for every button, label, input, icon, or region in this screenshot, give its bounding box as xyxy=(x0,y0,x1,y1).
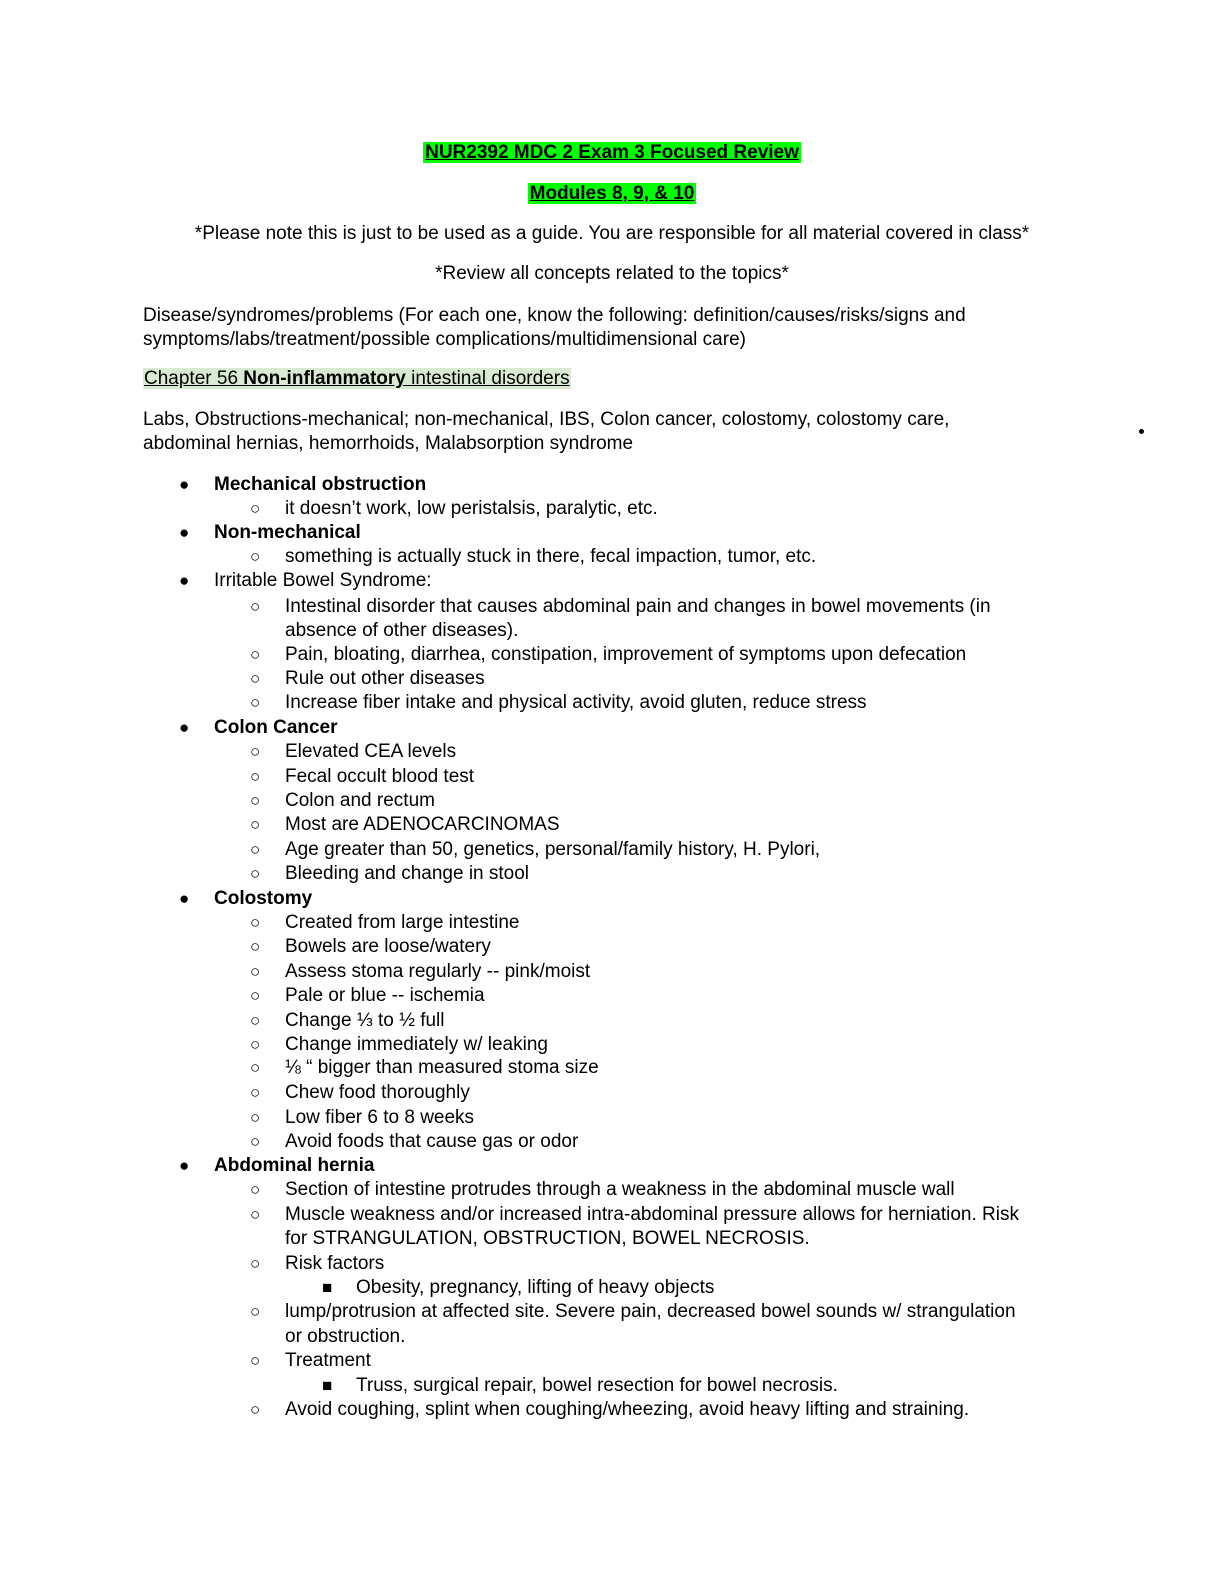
outline-item: Obesity, pregnancy, lifting of heavy objects xyxy=(356,1277,715,1298)
outline-item: Low fiber 6 to 8 weeks xyxy=(285,1107,475,1128)
outline-item: lump/protrusion at affected site. Severe pain, decreased bowel sounds w/ strangulation xyxy=(285,1301,1016,1322)
outline-item: Fecal occult blood test xyxy=(285,766,475,787)
bullet-level-2: ○ xyxy=(250,962,261,981)
bullet-level-2: ○ xyxy=(250,937,261,956)
bullet-level-2: ○ xyxy=(250,913,261,932)
stray-dot-mark xyxy=(1139,429,1144,434)
chapter-bold: Non-inflammatory xyxy=(243,368,406,389)
intro-line-1: Disease/syndromes/problems (For each one, know the following: definition/causes/risks/signs and xyxy=(143,305,966,326)
outline-item: Change ⅓ to ½ full xyxy=(285,1010,445,1031)
bullet-level-2: ○ xyxy=(250,986,261,1005)
review-note: *Review all concepts related to the topics* xyxy=(435,263,789,284)
bullet-level-2: ○ xyxy=(250,1254,261,1273)
outline-item: Section of intestine protrudes through a weakness in the abdominal muscle wall xyxy=(285,1179,955,1200)
outline-item: Created from large intestine xyxy=(285,912,520,933)
bullet-level-3: ■ xyxy=(322,1376,333,1395)
outline-item: Truss, surgical repair, bowel resection for bowel necrosis. xyxy=(356,1375,838,1396)
outline-item: absence of other diseases). xyxy=(285,620,519,641)
bullet-level-1: ● xyxy=(179,571,190,590)
outline-item: Muscle weakness and/or increased intra-abdominal pressure allows for herniation. Risk xyxy=(285,1204,1019,1225)
chapter-link[interactable] xyxy=(143,368,571,389)
bullet-level-2: ○ xyxy=(250,1011,261,1030)
bullet-level-2: ○ xyxy=(250,864,261,883)
bullet-level-2: ○ xyxy=(250,597,261,616)
bullet-level-2: ○ xyxy=(250,1035,261,1054)
bullet-level-2: ○ xyxy=(250,693,261,712)
chapter-prefix: Chapter 56 xyxy=(144,368,244,389)
chapter-suffix: intestinal disorders xyxy=(405,368,570,389)
bullet-level-2: ○ xyxy=(250,645,261,664)
intro-line-2: symptoms/labs/treatment/possible complications/multidimensional care) xyxy=(143,329,746,350)
outline-item: Most are ADENOCARCINOMAS xyxy=(285,814,560,835)
bullet-level-1: ● xyxy=(179,1156,190,1175)
bullet-level-2: ○ xyxy=(250,499,261,518)
bullet-level-2: ○ xyxy=(250,547,261,566)
bullet-level-2: ○ xyxy=(250,1058,261,1077)
outline-heading: Colostomy xyxy=(214,888,313,909)
outline-item: Chew food thoroughly xyxy=(285,1082,470,1103)
outline-item: Age greater than 50, genetics, personal/family history, H. Pylori, xyxy=(285,839,821,860)
outline-item: Colon and rectum xyxy=(285,790,435,811)
bullet-level-2: ○ xyxy=(250,669,261,688)
bullet-level-2: ○ xyxy=(250,1132,261,1151)
bullet-level-1: ● xyxy=(179,523,190,542)
outline-item: Treatment xyxy=(285,1350,371,1371)
bullet-level-2: ○ xyxy=(250,1083,261,1102)
topics-line-1: Labs, Obstructions-mechanical; non-mechanical, IBS, Colon cancer, colostomy, colostomy care, xyxy=(143,409,950,430)
bullet-level-2: ○ xyxy=(250,1180,261,1199)
outline-item: ⅛ “ bigger than measured stoma size xyxy=(285,1057,599,1078)
bullet-level-2: ○ xyxy=(250,1400,261,1419)
outline-heading: Colon Cancer xyxy=(214,717,338,738)
outline-heading: Abdominal hernia xyxy=(214,1155,375,1176)
bullet-level-2: ○ xyxy=(250,767,261,786)
outline-item: something is actually stuck in there, fecal impaction, tumor, etc. xyxy=(285,546,817,567)
bullet-level-1: ● xyxy=(179,889,190,908)
outline-item: Bowels are loose/watery xyxy=(285,936,491,957)
outline-heading: Mechanical obstruction xyxy=(214,474,427,495)
outline-heading: Non-mechanical xyxy=(214,522,361,543)
guide-note: *Please note this is just to be used as a guide. You are responsible for all material covered in class* xyxy=(194,223,1030,244)
outline-item: Avoid foods that cause gas or odor xyxy=(285,1131,579,1152)
bullet-level-2: ○ xyxy=(250,815,261,834)
title-line xyxy=(0,141,1224,165)
bullet-level-3: ■ xyxy=(322,1278,333,1297)
outline-item: Avoid coughing, splint when coughing/wheezing, avoid heavy lifting and straining. xyxy=(285,1399,970,1420)
bullet-level-2: ○ xyxy=(250,742,261,761)
bullet-level-2: ○ xyxy=(250,791,261,810)
outline-item: Increase fiber intake and physical activity, avoid gluten, reduce stress xyxy=(285,692,867,713)
modules-line xyxy=(0,182,1224,206)
bullet-level-2: ○ xyxy=(250,1351,261,1370)
bullet-level-1: ● xyxy=(179,718,190,737)
topics-paragraph xyxy=(143,408,1083,456)
topics-line-2: abdominal hernias, hemorrhoids, Malabsorption syndrome xyxy=(143,433,634,454)
outline-item: Bleeding and change in stool xyxy=(285,863,530,884)
outline-item: it doesn’t work, low peristalsis, paralytic, etc. xyxy=(285,498,658,519)
outline-item: or obstruction. xyxy=(285,1326,406,1347)
bullet-level-1: ● xyxy=(179,475,190,494)
outline-heading: Irritable Bowel Syndrome: xyxy=(214,570,432,591)
outline-item: Change immediately w/ leaking xyxy=(285,1034,548,1055)
outline-item: Risk factors xyxy=(285,1253,385,1274)
document-title: NUR2392 MDC 2 Exam 3 Focused Review xyxy=(425,142,799,163)
bullet-level-2: ○ xyxy=(250,1205,261,1224)
outline-item: Intestinal disorder that causes abdominal pain and changes in bowel movements (in xyxy=(285,596,991,617)
outline-item: Rule out other diseases xyxy=(285,668,485,689)
outline-item: Elevated CEA levels xyxy=(285,741,457,762)
bullet-level-2: ○ xyxy=(250,1108,261,1127)
outline-item: Assess stoma regularly -- pink/moist xyxy=(285,961,591,982)
modules-heading: Modules 8, 9, & 10 xyxy=(529,183,695,204)
bullet-level-2: ○ xyxy=(250,1302,261,1321)
intro-paragraph xyxy=(143,304,1083,352)
outline-item: Pain, bloating, diarrhea, constipation, improvement of symptoms upon defecation xyxy=(285,644,967,665)
outline-item: for STRANGULATION, OBSTRUCTION, BOWEL NECROSIS. xyxy=(285,1228,810,1249)
bullet-level-2: ○ xyxy=(250,840,261,859)
chapter-heading xyxy=(143,367,1083,391)
outline-item: Pale or blue -- ischemia xyxy=(285,985,485,1006)
